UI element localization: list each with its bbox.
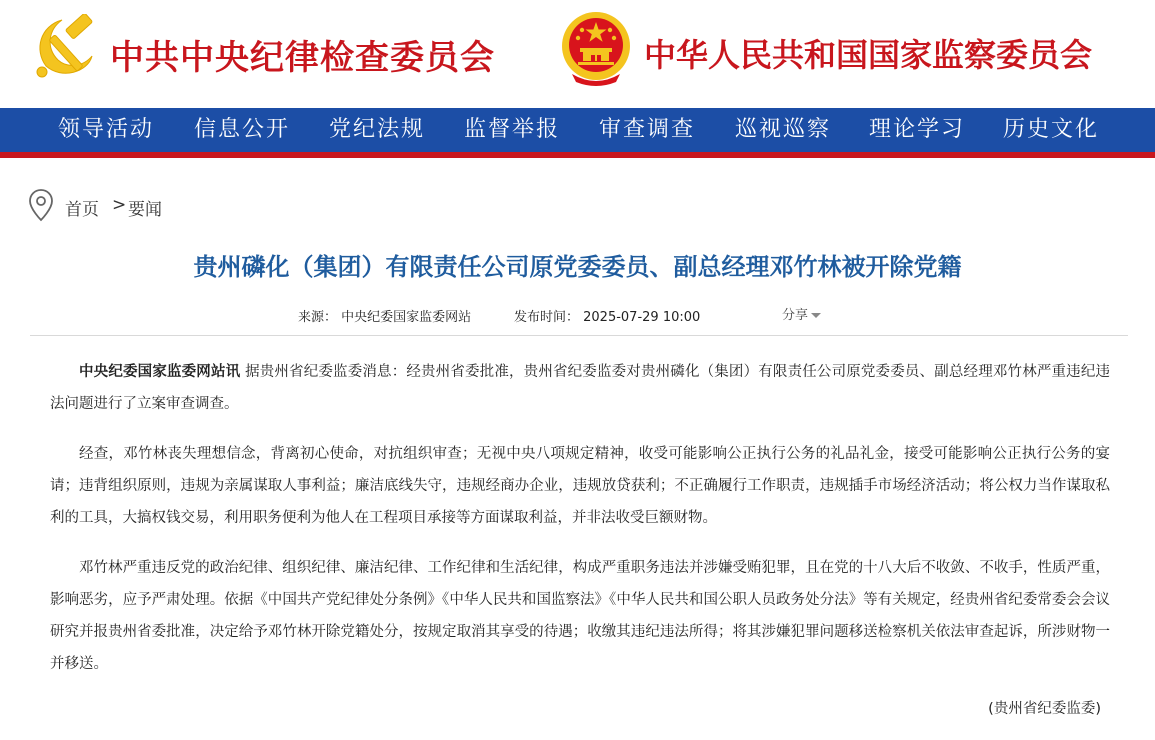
main-nav xyxy=(0,108,1155,152)
meta-divider xyxy=(30,335,1128,336)
chevron-down-icon xyxy=(811,313,821,318)
site-name-ccdi[interactable]: 中共中央纪律检查委员会 xyxy=(110,38,495,78)
share-button[interactable] xyxy=(782,304,821,323)
nav-item-info-disclosure[interactable]: 信息公开 xyxy=(194,117,291,142)
party-emblem-icon[interactable] xyxy=(32,14,102,84)
share-label: 分享 xyxy=(782,308,809,323)
nav-item-theory[interactable]: 理论学习 xyxy=(869,117,966,142)
location-pin-icon xyxy=(28,188,54,222)
article-publish-time: 发布时间： 2025-07-29 10:00 xyxy=(514,310,701,325)
nav-item-regulations[interactable]: 党纪法规 xyxy=(329,117,426,142)
nav-item-leadership[interactable]: 领导活动 xyxy=(58,117,155,142)
site-name-nsc[interactable]: 中华人民共和国国家监察委员会 xyxy=(644,36,1093,74)
breadcrumb-separator: > xyxy=(112,195,127,215)
breadcrumb-home-link[interactable]: 首页 xyxy=(65,200,99,220)
article-paragraph: 邓竹林严重违反党的政治纪律、组织纪律、廉洁纪律、工作纪律和生活纪律，构成严重职务违法并涉嫌受贿犯罪，且在党的十八大后不收敛、不收手，性质严重，影响恶劣，应予严肃处理。依据《中国共产党纪律处分条例》《中华人民共和国监察法》《中华人民共和国公职人员政务处分法》等有关规定，经贵州省纪委常委会会议研究并报贵州省委批准，决定给予邓竹林开除党籍处分，按规定取消其享受的待遇；收缴其违纪违法所得；将其涉嫌犯罪问题移送检察机关依法审查起诉，所涉财物一并移送。 xyxy=(50,560,1110,672)
article-meta xyxy=(0,306,1155,326)
article-signature: (贵州省纪委监委) xyxy=(988,701,1101,717)
article-paragraph: 经查，邓竹林丧失理想信念，背离初心使命，对抗组织审查；无视中央八项规定精神，收受可能影响公正执行公务的礼品礼金，接受可能影响公正执行公务的宴请；违背组织原则，违规为亲属谋取人事利益；廉洁底线失守，违规经商办企业，违规放贷获利；不正确履行工作职责，违规插手市场经济活动；将公权力当作谋取私利的工具，大搞权钱交易，利用职务便利为他人在工程项目承接等方面谋取利益，并非法收受巨额财物。 xyxy=(50,446,1110,526)
article-lead-prefix: 中央纪委国家监委网站讯 xyxy=(79,364,241,380)
article-source: 来源： 中央纪委国家监委网站 xyxy=(298,310,472,325)
article-paragraph xyxy=(50,356,1110,420)
article-lead-text: 据贵州省纪委监委消息：经贵州省委批准，贵州省纪委监委对贵州磷化（集团）有限责任公司原党委委员、副总经理邓竹林严重违纪违法问题进行了立案审查调查。 xyxy=(50,364,1111,412)
article-body xyxy=(50,356,1110,698)
breadcrumb-current-link[interactable]: 要闻 xyxy=(128,200,162,220)
site-header xyxy=(0,0,1155,108)
nav-item-investigation[interactable]: 审查调查 xyxy=(599,117,696,142)
nav-item-history[interactable]: 历史文化 xyxy=(1003,117,1100,142)
article-title: 贵州磷化（集团）有限责任公司原党委委员、副总经理邓竹林被开除党籍 xyxy=(193,253,962,281)
nav-red-rule xyxy=(0,152,1155,158)
national-emblem-icon[interactable] xyxy=(558,8,634,88)
nav-item-inspection[interactable]: 巡视巡察 xyxy=(735,117,832,142)
nav-item-report[interactable]: 监督举报 xyxy=(464,117,561,142)
